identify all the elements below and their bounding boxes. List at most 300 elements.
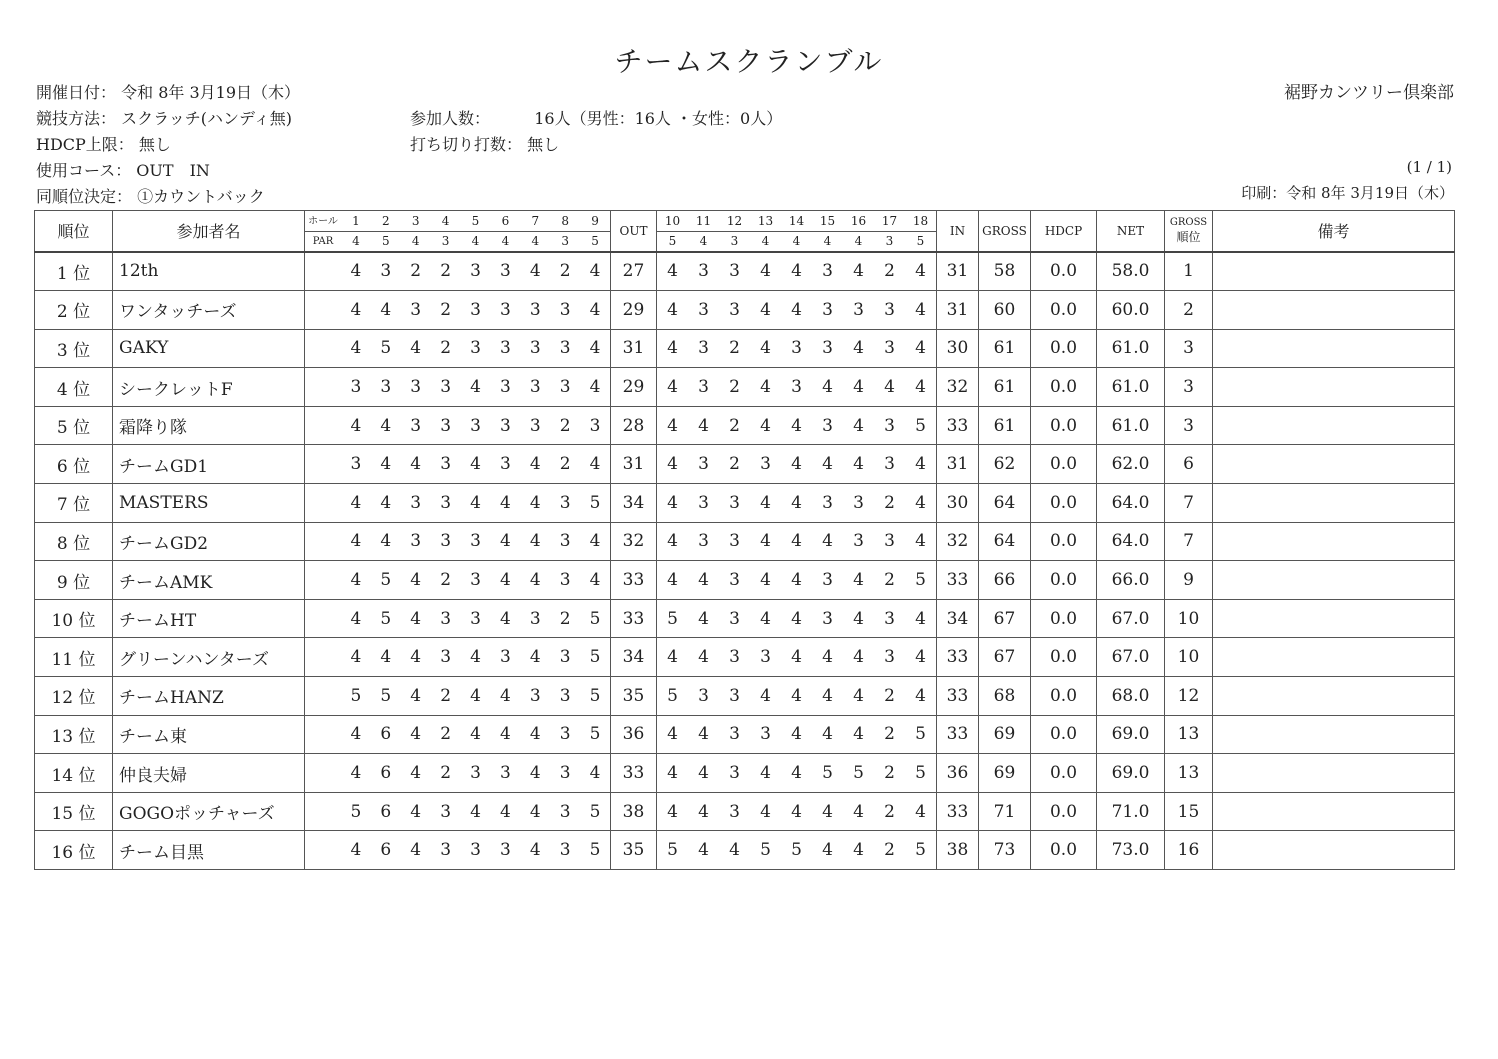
hole-score: 4	[350, 492, 362, 513]
participants-value: 16人（男性：16人 ・女性：0人）	[534, 109, 783, 128]
hole-score: 4	[589, 763, 601, 784]
hole-score: 3	[470, 299, 481, 320]
hdcp-value: 0.0	[1031, 638, 1097, 677]
hole-score: 4	[529, 840, 541, 861]
out-scores-cell	[305, 291, 611, 330]
in-scores-cell	[657, 445, 937, 484]
rank-cell: 2 位	[35, 291, 113, 330]
hole-score: 3	[440, 608, 452, 629]
hole-score: 3	[470, 763, 481, 784]
hole-score: 2	[440, 261, 452, 282]
hole-score: 4	[915, 338, 926, 359]
hole-score: 3	[729, 492, 740, 513]
out-total: 36	[611, 715, 657, 754]
hole-score: 5	[915, 840, 926, 861]
in-scores-cell	[657, 754, 937, 793]
hole-score: 3	[499, 763, 511, 784]
hole-score: 4	[529, 492, 541, 513]
net-score: 62.0	[1097, 445, 1165, 484]
hole-score: 4	[822, 724, 833, 745]
in-total: 38	[937, 831, 979, 870]
hole-score: 4	[470, 454, 481, 475]
hole-number: 14	[788, 214, 805, 228]
hole-score: 4	[667, 801, 678, 822]
gross-score: 66	[979, 561, 1031, 600]
hole-score: 4	[791, 763, 802, 784]
out-scores-cell	[305, 522, 611, 561]
rank-cell: 7 位	[35, 484, 113, 523]
hdcp-value: 0.0	[1031, 522, 1097, 561]
hole-score: 2	[884, 261, 895, 282]
out-scores-cell	[305, 406, 611, 445]
hole-score: 4	[915, 261, 926, 282]
in-total: 30	[937, 329, 979, 368]
participant-name: チームAMK	[113, 561, 305, 600]
participant-name: チームGD2	[113, 522, 305, 561]
hole-score: 3	[559, 338, 571, 359]
hole-number: 9	[591, 214, 599, 228]
hole-score: 4	[350, 531, 362, 552]
hole-score: 3	[729, 261, 740, 282]
header-in: IN	[937, 211, 979, 252]
hdcp-value: 0.0	[1031, 406, 1097, 445]
date-label: 開催日付：	[36, 83, 117, 102]
hole-score: 4	[667, 531, 678, 552]
out-scores-cell	[305, 484, 611, 523]
hole-score: 4	[350, 647, 362, 668]
hdcp-value: 0.0	[1031, 715, 1097, 754]
date-value: 令和 8年 3月19日（木）	[121, 83, 301, 102]
hole-score: 4	[729, 840, 740, 861]
hole-score: 4	[698, 570, 709, 591]
hole-score: 3	[729, 608, 740, 629]
header-holes-out	[305, 211, 611, 232]
hole-score: 4	[667, 338, 678, 359]
hole-score: 3	[529, 377, 541, 398]
gross-score: 61	[979, 368, 1031, 407]
hole-score: 3	[884, 531, 895, 552]
hole-score: 3	[884, 454, 895, 475]
hole-score: 5	[915, 415, 926, 436]
out-scores-cell	[305, 792, 611, 831]
rank-cell: 12 位	[35, 677, 113, 716]
gross-rank: 10	[1165, 638, 1213, 677]
in-total: 30	[937, 484, 979, 523]
method-line	[36, 106, 292, 129]
hole-score: 4	[529, 801, 541, 822]
net-score: 58.0	[1097, 252, 1165, 291]
gross-score: 61	[979, 406, 1031, 445]
hole-score: 4	[350, 338, 362, 359]
hole-score: 3	[559, 531, 571, 552]
remarks-cell	[1213, 792, 1455, 831]
hole-score: 3	[559, 570, 571, 591]
hole-score: 4	[822, 685, 833, 706]
hole-score: 4	[589, 338, 601, 359]
hole-score: 4	[915, 647, 926, 668]
hole-score: 3	[410, 377, 422, 398]
rank-cell: 6 位	[35, 445, 113, 484]
hole-score: 3	[559, 724, 571, 745]
hole-score: 3	[350, 454, 362, 475]
net-score: 64.0	[1097, 522, 1165, 561]
hole-score: 3	[499, 647, 511, 668]
hole-score: 3	[440, 492, 452, 513]
hole-score: 3	[499, 377, 511, 398]
hdcp-line	[36, 132, 171, 155]
hole-score: 4	[884, 377, 895, 398]
remarks-cell	[1213, 831, 1455, 870]
in-total: 31	[937, 445, 979, 484]
participant-name: GOGOポッチャーズ	[113, 792, 305, 831]
hole-score: 3	[729, 531, 740, 552]
header-gross-rank-line2: 順位	[1176, 229, 1201, 244]
hole-score: 5	[380, 608, 392, 629]
remarks-cell	[1213, 484, 1455, 523]
hole-score: 2	[884, 570, 895, 591]
hole-score: 3	[440, 531, 452, 552]
hole-score: 3	[559, 840, 571, 861]
gross-rank: 3	[1165, 329, 1213, 368]
method-label: 競技方法：	[36, 109, 117, 128]
gross-rank: 15	[1165, 792, 1213, 831]
hole-score: 3	[698, 261, 709, 282]
hole-score: 3	[822, 570, 833, 591]
hole-score: 4	[760, 492, 771, 513]
hole-score: 3	[440, 840, 452, 861]
in-scores-cell	[657, 715, 937, 754]
hdcp-value: 0.0	[1031, 252, 1097, 291]
in-total: 36	[937, 754, 979, 793]
remarks-cell	[1213, 677, 1455, 716]
participant-name: 12th	[113, 252, 305, 291]
hole-score: 3	[380, 377, 392, 398]
hole-score: 4	[410, 608, 422, 629]
participant-name: チーム目黒	[113, 831, 305, 870]
hole-score: 3	[698, 299, 709, 320]
hole-score: 4	[915, 801, 926, 822]
net-score: 64.0	[1097, 484, 1165, 523]
hole-score: 3	[822, 492, 833, 513]
remarks-cell	[1213, 329, 1455, 368]
hole-score: 2	[559, 454, 571, 475]
hole-score: 3	[499, 840, 511, 861]
header-name: 参加者名	[113, 211, 305, 252]
hole-score: 4	[698, 647, 709, 668]
net-score: 71.0	[1097, 792, 1165, 831]
hole-score: 4	[410, 724, 422, 745]
hole-score: 3	[698, 338, 709, 359]
remarks-cell	[1213, 599, 1455, 638]
hole-score: 2	[884, 724, 895, 745]
hole-score: 4	[915, 299, 926, 320]
in-total: 33	[937, 638, 979, 677]
out-total: 34	[611, 484, 657, 523]
hole-number: 15	[819, 214, 836, 228]
gross-score: 67	[979, 599, 1031, 638]
gross-score: 64	[979, 522, 1031, 561]
in-scores-cell	[657, 252, 937, 291]
gross-rank: 12	[1165, 677, 1213, 716]
hole-score: 3	[760, 454, 771, 475]
hole-score: 3	[499, 415, 511, 436]
hole-score: 2	[884, 492, 895, 513]
hole-score: 4	[667, 570, 678, 591]
hole-score: 3	[884, 647, 895, 668]
hole-score: 4	[470, 377, 481, 398]
participant-name: 霜降り隊	[113, 406, 305, 445]
participant-name: チーム東	[113, 715, 305, 754]
hole-score: 3	[698, 531, 709, 552]
hole-score: 3	[529, 608, 541, 629]
method-value: スクラッチ(ハンディ無)	[121, 109, 292, 128]
hole-number: 5	[471, 214, 480, 228]
hole-score: 5	[589, 685, 601, 706]
hole-score: 3	[410, 299, 422, 320]
header-remarks: 備考	[1213, 211, 1455, 252]
hole-score: 5	[350, 685, 362, 706]
hole-score: 3	[559, 801, 571, 822]
hole-score: 4	[760, 570, 771, 591]
gross-rank: 3	[1165, 406, 1213, 445]
header-gross: GROSS	[979, 211, 1031, 252]
hole-score: 5	[350, 801, 362, 822]
remarks-cell	[1213, 291, 1455, 330]
participant-name: チームGD1	[113, 445, 305, 484]
out-total: 29	[611, 291, 657, 330]
hole-label: ホール	[308, 215, 338, 227]
hole-par: 4	[531, 234, 540, 249]
hdcp-value: 0.0	[1031, 599, 1097, 638]
header-hdcp: HDCP	[1031, 211, 1097, 252]
out-total: 29	[611, 368, 657, 407]
hole-score: 4	[853, 608, 864, 629]
hole-score: 4	[350, 608, 362, 629]
hole-score: 3	[559, 685, 571, 706]
hole-score: 3	[350, 377, 362, 398]
hole-score: 4	[791, 415, 802, 436]
hole-score: 3	[559, 492, 571, 513]
rank-cell: 15 位	[35, 792, 113, 831]
hole-score: 2	[440, 685, 452, 706]
date-line	[36, 80, 300, 103]
net-score: 68.0	[1097, 677, 1165, 716]
hole-par: 4	[854, 234, 863, 249]
hole-score: 4	[667, 647, 678, 668]
table-row	[35, 792, 1455, 831]
hole-score: 2	[410, 261, 422, 282]
hole-score: 4	[853, 840, 864, 861]
hole-score: 3	[529, 685, 541, 706]
hole-score: 4	[760, 415, 771, 436]
header-out: OUT	[611, 211, 657, 252]
hole-score: 4	[853, 415, 864, 436]
hole-score: 4	[667, 299, 678, 320]
hole-score: 3	[470, 415, 481, 436]
hole-score: 4	[470, 801, 481, 822]
hdcp-value: 0.0	[1031, 561, 1097, 600]
printed-date: 印刷：令和 8年 3月19日（木）	[1241, 184, 1454, 202]
hole-par: 4	[699, 234, 708, 249]
hole-score: 4	[915, 685, 926, 706]
gross-rank: 3	[1165, 368, 1213, 407]
out-total: 28	[611, 406, 657, 445]
header-holes-in	[657, 211, 937, 232]
hole-score: 3	[822, 415, 833, 436]
hole-score: 3	[499, 299, 511, 320]
participant-name: ワンタッチーズ	[113, 291, 305, 330]
gross-score: 64	[979, 484, 1031, 523]
out-scores-cell	[305, 368, 611, 407]
in-scores-cell	[657, 831, 937, 870]
hole-score: 4	[822, 454, 833, 475]
in-total: 33	[937, 406, 979, 445]
header-gross-rank-line1: GROSS	[1169, 216, 1208, 228]
participant-name: シークレットF	[113, 368, 305, 407]
course-line	[36, 158, 210, 181]
hole-score: 4	[470, 724, 481, 745]
hole-score: 3	[791, 338, 802, 359]
hole-score: 3	[760, 724, 771, 745]
hole-score: 2	[559, 261, 571, 282]
hole-par: 4	[352, 234, 360, 249]
hole-score: 3	[470, 608, 481, 629]
table-row	[35, 252, 1455, 291]
rank-cell: 14 位	[35, 754, 113, 793]
hole-score: 4	[698, 763, 709, 784]
rank-cell: 9 位	[35, 561, 113, 600]
hole-score: 5	[589, 608, 601, 629]
out-total: 34	[611, 638, 657, 677]
gross-score: 67	[979, 638, 1031, 677]
hole-score: 4	[853, 647, 864, 668]
hole-par: 5	[591, 234, 599, 249]
tie-line	[36, 184, 265, 207]
hole-score: 4	[853, 685, 864, 706]
in-scores-cell	[657, 599, 937, 638]
hole-score: 2	[729, 338, 740, 359]
hole-score: 3	[822, 299, 833, 320]
hole-score: 4	[529, 261, 541, 282]
gross-rank: 7	[1165, 522, 1213, 561]
hole-score: 3	[853, 492, 864, 513]
in-scores-cell	[657, 291, 937, 330]
hole-score: 2	[884, 840, 895, 861]
hole-score: 4	[791, 647, 802, 668]
hdcp-value: 0.0	[1031, 792, 1097, 831]
hole-par: 4	[411, 234, 420, 249]
gross-rank: 10	[1165, 599, 1213, 638]
rank-cell: 5 位	[35, 406, 113, 445]
gross-score: 60	[979, 291, 1031, 330]
hole-score: 4	[470, 492, 481, 513]
hole-score: 2	[729, 415, 740, 436]
hole-score: 5	[915, 724, 926, 745]
hole-score: 3	[380, 261, 392, 282]
hole-score: 4	[698, 801, 709, 822]
hole-score: 3	[470, 338, 481, 359]
hdcp-value: 無し	[138, 135, 171, 154]
remarks-cell	[1213, 561, 1455, 600]
hole-score: 5	[589, 492, 601, 513]
rank-cell: 8 位	[35, 522, 113, 561]
hole-score: 3	[589, 415, 601, 436]
hole-score: 4	[667, 415, 678, 436]
hole-score: 4	[760, 801, 771, 822]
hole-score: 3	[559, 299, 571, 320]
hole-score: 4	[589, 261, 601, 282]
gross-score: 71	[979, 792, 1031, 831]
hole-score: 3	[529, 415, 541, 436]
header-par-out	[305, 232, 611, 252]
header-par-in	[657, 232, 937, 252]
hole-score: 3	[440, 415, 452, 436]
in-scores-cell	[657, 484, 937, 523]
hole-score: 4	[760, 531, 771, 552]
hdcp-value: 0.0	[1031, 754, 1097, 793]
out-total: 31	[611, 445, 657, 484]
participant-name: 仲良夫婦	[113, 754, 305, 793]
header-rank: 順位	[35, 211, 113, 252]
out-total: 33	[611, 599, 657, 638]
out-total: 35	[611, 831, 657, 870]
rank-cell: 3 位	[35, 329, 113, 368]
hole-score: 4	[529, 763, 541, 784]
hole-number: 6	[501, 214, 510, 228]
hole-score: 4	[791, 261, 802, 282]
hole-score: 4	[499, 724, 511, 745]
in-total: 33	[937, 792, 979, 831]
hole-score: 3	[884, 415, 895, 436]
hdcp-label: HDCP上限：	[36, 135, 134, 154]
hole-score: 3	[822, 338, 833, 359]
hole-score: 5	[667, 685, 678, 706]
participant-name: チームHANZ	[113, 677, 305, 716]
hole-par: 4	[792, 234, 801, 249]
hole-score: 4	[499, 531, 511, 552]
rank-cell: 16 位	[35, 831, 113, 870]
gross-score: 69	[979, 715, 1031, 754]
hole-score: 4	[791, 685, 802, 706]
out-scores-cell	[305, 831, 611, 870]
hole-score: 4	[410, 647, 422, 668]
hole-score: 4	[589, 299, 601, 320]
hole-score: 4	[822, 647, 833, 668]
hole-score: 5	[667, 608, 678, 629]
hole-score: 4	[380, 492, 392, 513]
hole-score: 3	[470, 261, 481, 282]
tie-label: 同順位決定：	[36, 187, 133, 206]
hole-par: 5	[668, 234, 677, 249]
hole-score: 3	[729, 570, 740, 591]
hole-score: 4	[915, 608, 926, 629]
out-scores-cell	[305, 638, 611, 677]
gross-score: 61	[979, 329, 1031, 368]
hole-score: 5	[380, 570, 392, 591]
hole-score: 4	[589, 531, 601, 552]
hole-score: 5	[589, 647, 601, 668]
hole-score: 2	[440, 299, 452, 320]
hole-score: 4	[698, 840, 709, 861]
hole-score: 2	[884, 763, 895, 784]
net-score: 61.0	[1097, 329, 1165, 368]
hole-score: 4	[915, 531, 926, 552]
hole-score: 4	[589, 570, 601, 591]
gross-score: 68	[979, 677, 1031, 716]
net-score: 73.0	[1097, 831, 1165, 870]
out-total: 27	[611, 252, 657, 291]
hole-score: 4	[499, 685, 511, 706]
